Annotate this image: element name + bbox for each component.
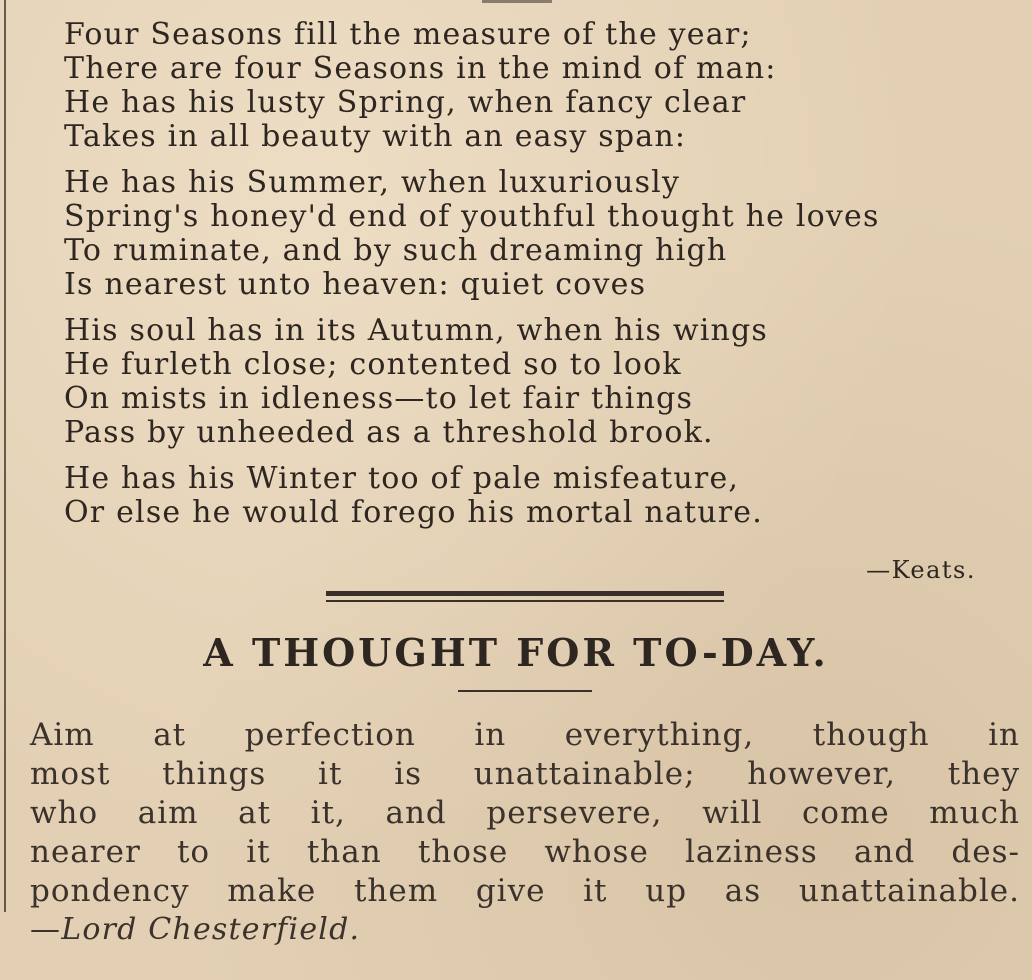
poem-line: Four Seasons fill the measure of the year; (64, 17, 752, 52)
top-rule-fragment (482, 0, 552, 3)
poem-line: Or else he would forego his mortal nature. (64, 495, 763, 530)
poem-stanza (64, 166, 1014, 302)
heading-underline (458, 690, 592, 692)
poem-stanza (64, 18, 1014, 154)
poem-line: His soul has in its Autumn, when his wings (64, 313, 769, 348)
column-rule (4, 0, 6, 912)
poem-line: He has his lusty Spring, when fancy clear (64, 85, 747, 120)
divider-thick-line (326, 591, 724, 596)
poem-attribution: —Keats. (866, 556, 976, 584)
poem-line: There are four Seasons in the mind of man: (64, 51, 777, 86)
poem-line: Is nearest unto heaven: quiet coves (64, 267, 647, 302)
thought-line: nearer to it than those whose laziness and des- (30, 834, 1020, 870)
poem (64, 18, 1014, 542)
poem-line: He has his Summer, when luxuriously (64, 165, 681, 200)
thought-paragraph (30, 716, 1020, 949)
poem-line: Takes in all beauty with an easy span: (64, 119, 687, 154)
poem-stanza (64, 314, 1014, 450)
divider-thin-line (326, 600, 724, 602)
poem-line: He furleth close; contented so to look (64, 347, 682, 382)
poem-line: Spring's honey'd end of youthful thought he loves (64, 199, 880, 234)
poem-line: Pass by unheeded as a threshold brook. (64, 415, 714, 450)
section-heading: A THOUGHT FOR TO-DAY. (203, 630, 829, 675)
thought-line: who aim at it, and persevere, will come much (30, 795, 1020, 831)
thought-attribution: —Lord Chesterfield. (30, 912, 361, 947)
poem-line: To ruminate, and by such dreaming high (64, 233, 728, 268)
thought-line: pondency make them give it up as unattainable. (30, 873, 1020, 909)
poem-stanza (64, 462, 1014, 530)
poem-line: On mists in idleness—to let fair things (64, 381, 694, 416)
section-divider (326, 591, 724, 603)
thought-line: most things it is unattainable; however, they (30, 756, 1020, 792)
thought-line: Aim at perfection in everything, though in (30, 717, 1020, 753)
poem-line: He has his Winter too of pale misfeature, (64, 461, 740, 496)
